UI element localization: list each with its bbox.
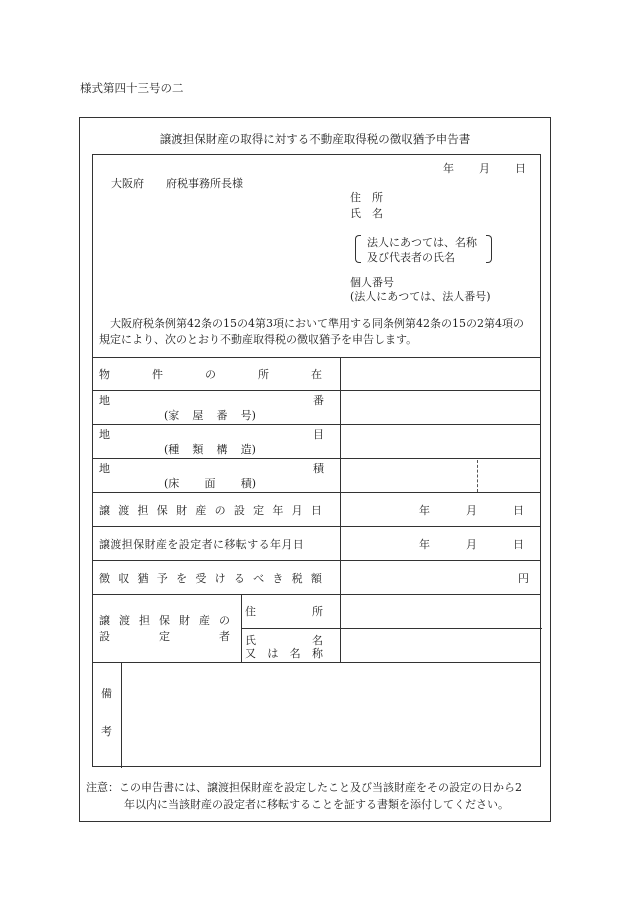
footer-note	[86, 779, 522, 813]
id-number-note: (法人にあつては、法人番号)	[350, 290, 491, 303]
addressee: 大阪府 府税事務所長様	[111, 177, 243, 190]
form-table	[92, 154, 541, 767]
setter-address-label: 住 所	[245, 605, 323, 618]
setting-date-day: 日	[513, 504, 524, 517]
statement-line2: 規定により、次のとおり不動産取得税の徴収猶予を申告します。	[99, 333, 418, 346]
row-divider	[93, 560, 540, 561]
setting-date-year: 年	[419, 504, 430, 517]
column-divider	[340, 357, 341, 662]
remarks-label-2: 考	[101, 725, 112, 738]
row-label-area-end: 積	[313, 462, 324, 475]
area-dashed-divider	[477, 460, 478, 492]
applicant-name-label: 氏 名	[350, 207, 383, 220]
row-label-setter-line1: 譲 渡 担 保 財 産 の	[99, 614, 230, 627]
setter-column-divider	[241, 594, 242, 662]
row-label-location: 物 件 の 所 在	[99, 368, 322, 381]
row-divider	[93, 357, 540, 358]
corp-note-line1: 法人にあつては、名称	[367, 236, 477, 249]
remarks-column-divider	[121, 662, 122, 768]
yen-label: 円	[518, 572, 529, 585]
row-label-category-end: 目	[313, 428, 324, 441]
setting-date-month: 月	[466, 504, 477, 517]
footer-note-line1: 注意：この申告書には、譲渡担保財産を設定したこと及び当該財産をその設定の日から2	[86, 781, 522, 794]
row-label-lot-end: 番	[313, 394, 324, 407]
corp-note-line2: 及び代表者の氏名	[367, 251, 455, 264]
form-number: 様式第四十三号の二	[80, 81, 184, 95]
row-label-lot: 地	[99, 394, 110, 407]
row-divider	[93, 662, 540, 663]
row-label-setting-date: 譲 渡 担 保 財 産 の 設 定 年 月 日	[99, 504, 322, 517]
date-year-label: 年	[443, 162, 454, 175]
row-label-transfer-date: 譲渡担保財産を設定者に移転する年月日	[99, 538, 305, 551]
row-sublabel-house-number: (家 屋 番 号)	[164, 409, 256, 422]
date-month-label: 月	[479, 162, 490, 175]
row-label-category: 地	[99, 428, 110, 441]
row-divider	[93, 390, 540, 391]
transfer-date-month: 月	[466, 538, 477, 551]
remarks-label-1: 備	[101, 687, 112, 700]
row-divider	[93, 526, 540, 527]
setter-name-label: 氏 名	[245, 634, 323, 647]
applicant-address-label: 住 所	[350, 191, 383, 204]
transfer-date-day: 日	[513, 538, 524, 551]
row-sublabel-floor-area: (床 面 積)	[164, 477, 256, 490]
row-divider	[93, 594, 540, 595]
row-label-setter-line2: 設 定 者	[99, 630, 230, 643]
date-day-label: 日	[515, 162, 526, 175]
bracket-left	[355, 235, 361, 263]
bracket-right	[486, 235, 492, 263]
row-divider	[93, 492, 540, 493]
row-divider	[93, 458, 540, 459]
statement-line1: 大阪府税条例第42条の15の4第3項において準用する同条例第42条の15の2第4項の	[110, 317, 524, 330]
form-frame	[79, 117, 551, 822]
row-sublabel-structure: (種 類 構 造)	[164, 443, 256, 456]
row-label-area: 地	[99, 462, 110, 475]
row-divider	[241, 628, 542, 629]
row-label-tax-amount: 徴 収 猶 予 を 受 け る べ き 税 額	[99, 572, 322, 585]
footer-note-line2: 年以内に当該財産の設定者に移転することを証する書類を添付してください。	[124, 798, 509, 811]
form-title: 譲渡担保財産の取得に対する不動産取得税の徴収猶予申告書	[159, 132, 471, 146]
id-number-label: 個人番号	[350, 276, 394, 289]
transfer-date-year: 年	[419, 538, 430, 551]
row-divider	[93, 424, 540, 425]
setter-name-label-alt: 又 は 名 称	[245, 647, 323, 660]
